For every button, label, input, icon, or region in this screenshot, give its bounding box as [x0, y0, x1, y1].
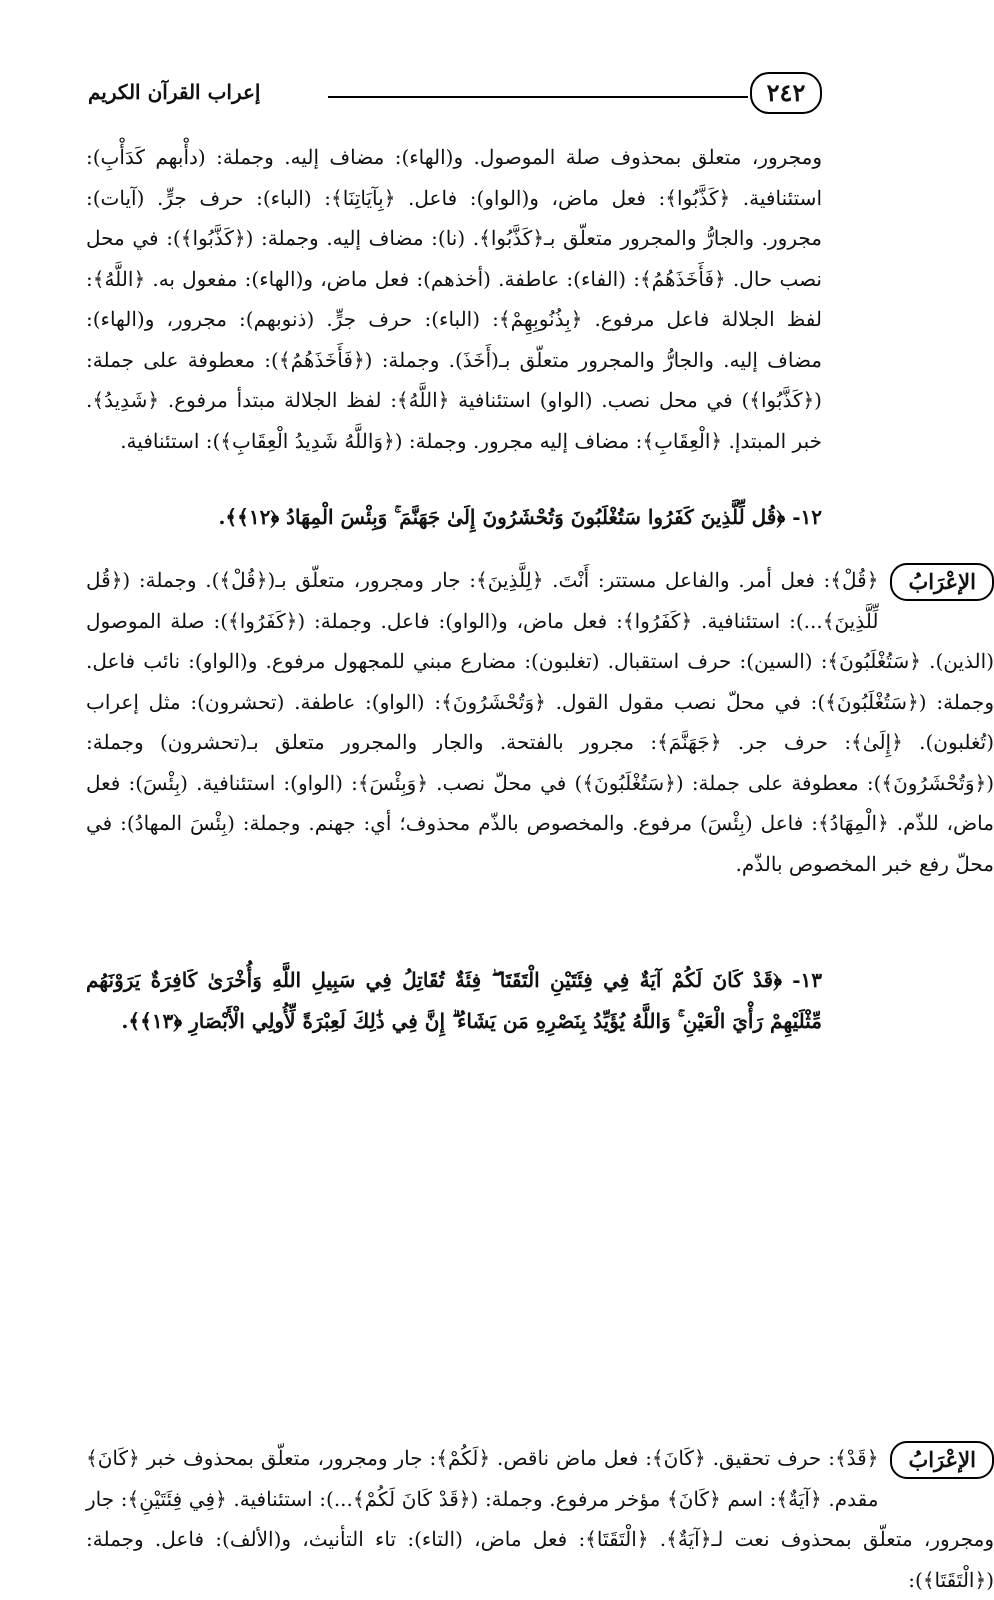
verse-number: ١٢-: [792, 505, 822, 529]
verse-content: ﴿قَدْ كَانَ لَكُمْ آيَةٌ فِي فِئَتَيْنِ الْتَقَتَا ۖ فِئَةٌ تُقَاتِلُ فِي سَبِيلِ اللَّهِ وَأُخْرَىٰ كَافِرَةٌ يَرَوْنَهُم مِّثْلَيْهِمْ رَأْيَ الْعَيْنِ ۚ وَاللَّهُ يُؤَيِّدُ بِنَصْرِهِ مَن يَشَاءُ ۗ إِنَّ فِي ذَٰلِكَ لَعِبْرَةً لِّأُولِي الْأَبْصَارِ ﴿١٣﴾﴾.: [86, 968, 822, 1033]
running-title: إعراب القرآن الكريم: [88, 80, 261, 104]
commentary-paragraph: ومجرور، متعلق بمحذوف صلة الموصول. و(الهاء): مضاف إليه. وجملة: (دأْبهم كَدَأْبِ): استئنافية. ﴿كَذَّبُوا﴾: فعل ماض، و(الواو): فاعل. ﴿بِآيَاتِنَا﴾: (الباء): حرف جرٍّ. (آيات): مجرور. والجارُّ والمجرور متعلّق بـ﴿كَذَّبُوا﴾. (نا): مضاف إليه. وجملة: (﴿كَذَّبُوا﴾): في محل نصب حال. ﴿فَأَخَذَهُمُ﴾: (الفاء): عاطفة. (أخذهم): فعل ماض، و(الهاء): مفعول به. ﴿اللَّهُ﴾: لفظ الجلالة فاعل مرفوع. ﴿بِذُنُوبِهِمْ﴾: (الباء): حرف جرٍّ. (ذنوبهم): مجرور، و(الهاء): مضاف إليه. والجارُّ والمجرور متعلّق بـ(أَخَذَ). وجملة: (﴿فَأَخَذَهُمُ﴾): معطوفة على جملة: (﴿كَذَّبُوا﴾) في محل نصب. (الواو) استئنافية ﴿اللَّهُ﴾: لفظ الجلالة مبتدأ مرفوع. ﴿شَدِيدُ﴾. خبر المبتدإ. ﴿الْعِقَابِ﴾: مضاف إليه مجرور. وجملة: (﴿وَاللَّهُ شَدِيدُ الْعِقَابِ﴾): استئنافية.: [86, 145, 822, 453]
irab-label: الإعْرَابُ: [890, 563, 994, 601]
verse-12: [86, 497, 822, 538]
irab-paragraph: ﴿قَدْ﴾: حرف تحقيق. ﴿كَانَ﴾: فعل ماض ناقص. ﴿لَكُمْ﴾: جار ومجرور، متعلّق بمحذوف خبر ﴿كَانَ﴾ مقدم. ﴿آيَةٌ﴾: اسم ﴿كَانَ﴾ مؤخر مرفوع. وجملة: (﴿قَدْ كَانَ لَكُمْ﴾...): استئنافية. ﴿فِي فِئَتَيْنِ﴾: جار ومجرور، متعلّق بمحذوف نعت لـ﴿آيَةٌ﴾. ﴿الْتَقَتَا﴾: فعل ماض، (التاء): تاء التأنيث، و(الألف): فاعل. وجملة: (﴿الْتَقَتَا﴾):: [86, 1446, 994, 1592]
irab-paragraph: ﴿قُلْ﴾: فعل أمر. والفاعل مستتر: أَنْتَ. ﴿لِلَّذِينَ﴾: جار ومجرور، متعلّق بـ(﴿قُلْ﴾). وجملة: (﴿قُل لِّلَّذِينَ﴾...): استئنافية. ﴿كَفَرُوا﴾: فعل ماض، و(الواو): فاعل. وجملة: (﴿كَفَرُوا﴾): صلة الموصول (الذين). ﴿سَتُغْلَبُونَ﴾: (السين): حرف استقبال. (تغلبون): مضارع مبني للمجهول مرفوع. و(الواو): نائب فاعل. وجملة: (﴿سَتُغْلَبُونَ﴾): في محلّ نصب مقول القول. ﴿وَتُحْشَرُونَ﴾: (الواو): عاطفة. (تحشرون): مثل إعراب (تُغلبون). ﴿إِلَىٰ﴾: حرف جر. ﴿جَهَنَّمَ﴾: مجرور بالفتحة. والجار والمجرور متعلق بـ(تحشرون) وجملة: (﴿وَتُحْشَرُونَ﴾): معطوفة على جملة: (﴿سَتُغْلَبُونَ﴾) في محلّ نصب. ﴿وَبِئْسَ﴾: (الواو): استئنافية. (بِئْسَ): فعل ماض، للذّم. ﴿الْمِهَادُ﴾: فاعل (بِئْسَ) مرفوع. والمخصوص بالذّم محذوف؛ أي: جهنم. وجملة: (بِئْسَ المهادُ): في محلّ رفع خبر المخصوص بالذّم.: [86, 568, 994, 876]
irab-section-13: [86, 1438, 994, 1600]
verse-content: ﴿قُل لِّلَّذِينَ كَفَرُوا سَتُغْلَبُونَ وَتُحْشَرُونَ إِلَىٰ جَهَنَّمَ ۚ وَبِئْسَ الْمِهَادُ ﴿١٢﴾﴾.: [218, 505, 786, 529]
irab-section-12: [86, 560, 994, 884]
irab-label: الإعْرَابُ: [890, 1441, 994, 1479]
verse-number: ١٣-: [792, 968, 823, 992]
commentary-block-continuation: [86, 137, 822, 461]
verse-text: [86, 497, 822, 538]
page-header: [88, 72, 822, 122]
verse-13: [86, 960, 822, 1041]
page-number: ٢٤٢: [750, 72, 822, 114]
verse-text: [86, 960, 822, 1041]
header-rule: [328, 96, 748, 98]
